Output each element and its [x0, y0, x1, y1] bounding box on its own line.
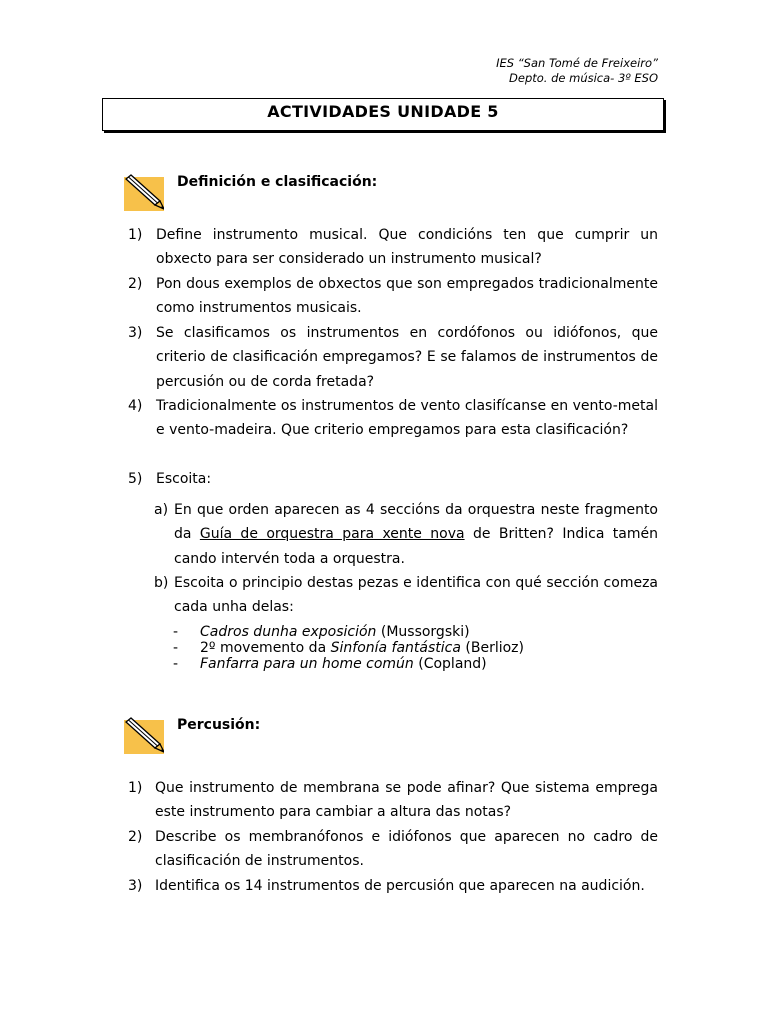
section-title: Definición e clasificación:	[177, 174, 378, 190]
list-item: 1) Define instrumento musical. Que condicións ten que cumprir un obxecto para ser considerado un instrumento musical?	[128, 227, 658, 268]
section-title: Percusión:	[177, 717, 261, 733]
page-title: ACTIVIDADES UNIDADE 5	[102, 98, 664, 131]
list-item: - 2º movemento da Sinfonía fantástica (Berlioz)	[173, 640, 524, 656]
list-item: 5) Escoita:	[128, 471, 212, 487]
work-title: Guía de orquestra para xente nova	[199, 526, 465, 543]
list-item: 2) Describe os membranófonos e idiófonos que aparecen no cadro de clasificación de instrumentos.	[128, 829, 658, 870]
sub-item-a: a) En que orden aparecen as 4 seccións da orquestra neste fragmento da Guía de orquestra para xente nova de Britten? Indica tamén cando intervén toda a orquestra.	[154, 502, 658, 567]
list-item: 3) Identifica os 14 instrumentos de percusión que aparecen na audición.	[128, 878, 645, 894]
pencil-icon	[124, 716, 164, 754]
section-percusion-header	[124, 716, 664, 756]
list-item: 2) Pon dous exemplos de obxectos que son empregados tradicionalmente como instrumentos musicais.	[128, 276, 658, 317]
pencil-icon	[124, 173, 164, 211]
section-definicion-header	[124, 173, 664, 213]
list-item: - Cadros dunha exposición (Mussorgski)	[173, 624, 470, 640]
list-item: 1) Que instrumento de membrana se pode afinar? Que sistema emprega este instrumento para cambiar a altura das notas?	[128, 780, 658, 821]
department-label: Depto. de música- 3º ESO	[509, 71, 658, 85]
sub-item-b: b) Escoita o principio destas pezas e identifica con qué sección comeza cada unha delas:	[154, 575, 658, 616]
list-item: 3) Se clasificamos os instrumentos en cordófonos ou idiófonos, que criterio de clasificación empregamos? E se falamos de instrumentos de percusión ou de corda fretada?	[128, 325, 658, 390]
piece-list	[173, 624, 653, 672]
list-item: 4) Tradicionalmente os instrumentos de vento clasifícanse en vento-metal e vento-madeira. Que criterio empregamos para esta clasificación?	[128, 398, 658, 439]
school-name: IES “San Tomé de Freixeiro”	[496, 56, 658, 70]
document-header	[496, 56, 658, 86]
list-item: - Fanfarra para un home común (Copland)	[173, 656, 487, 672]
